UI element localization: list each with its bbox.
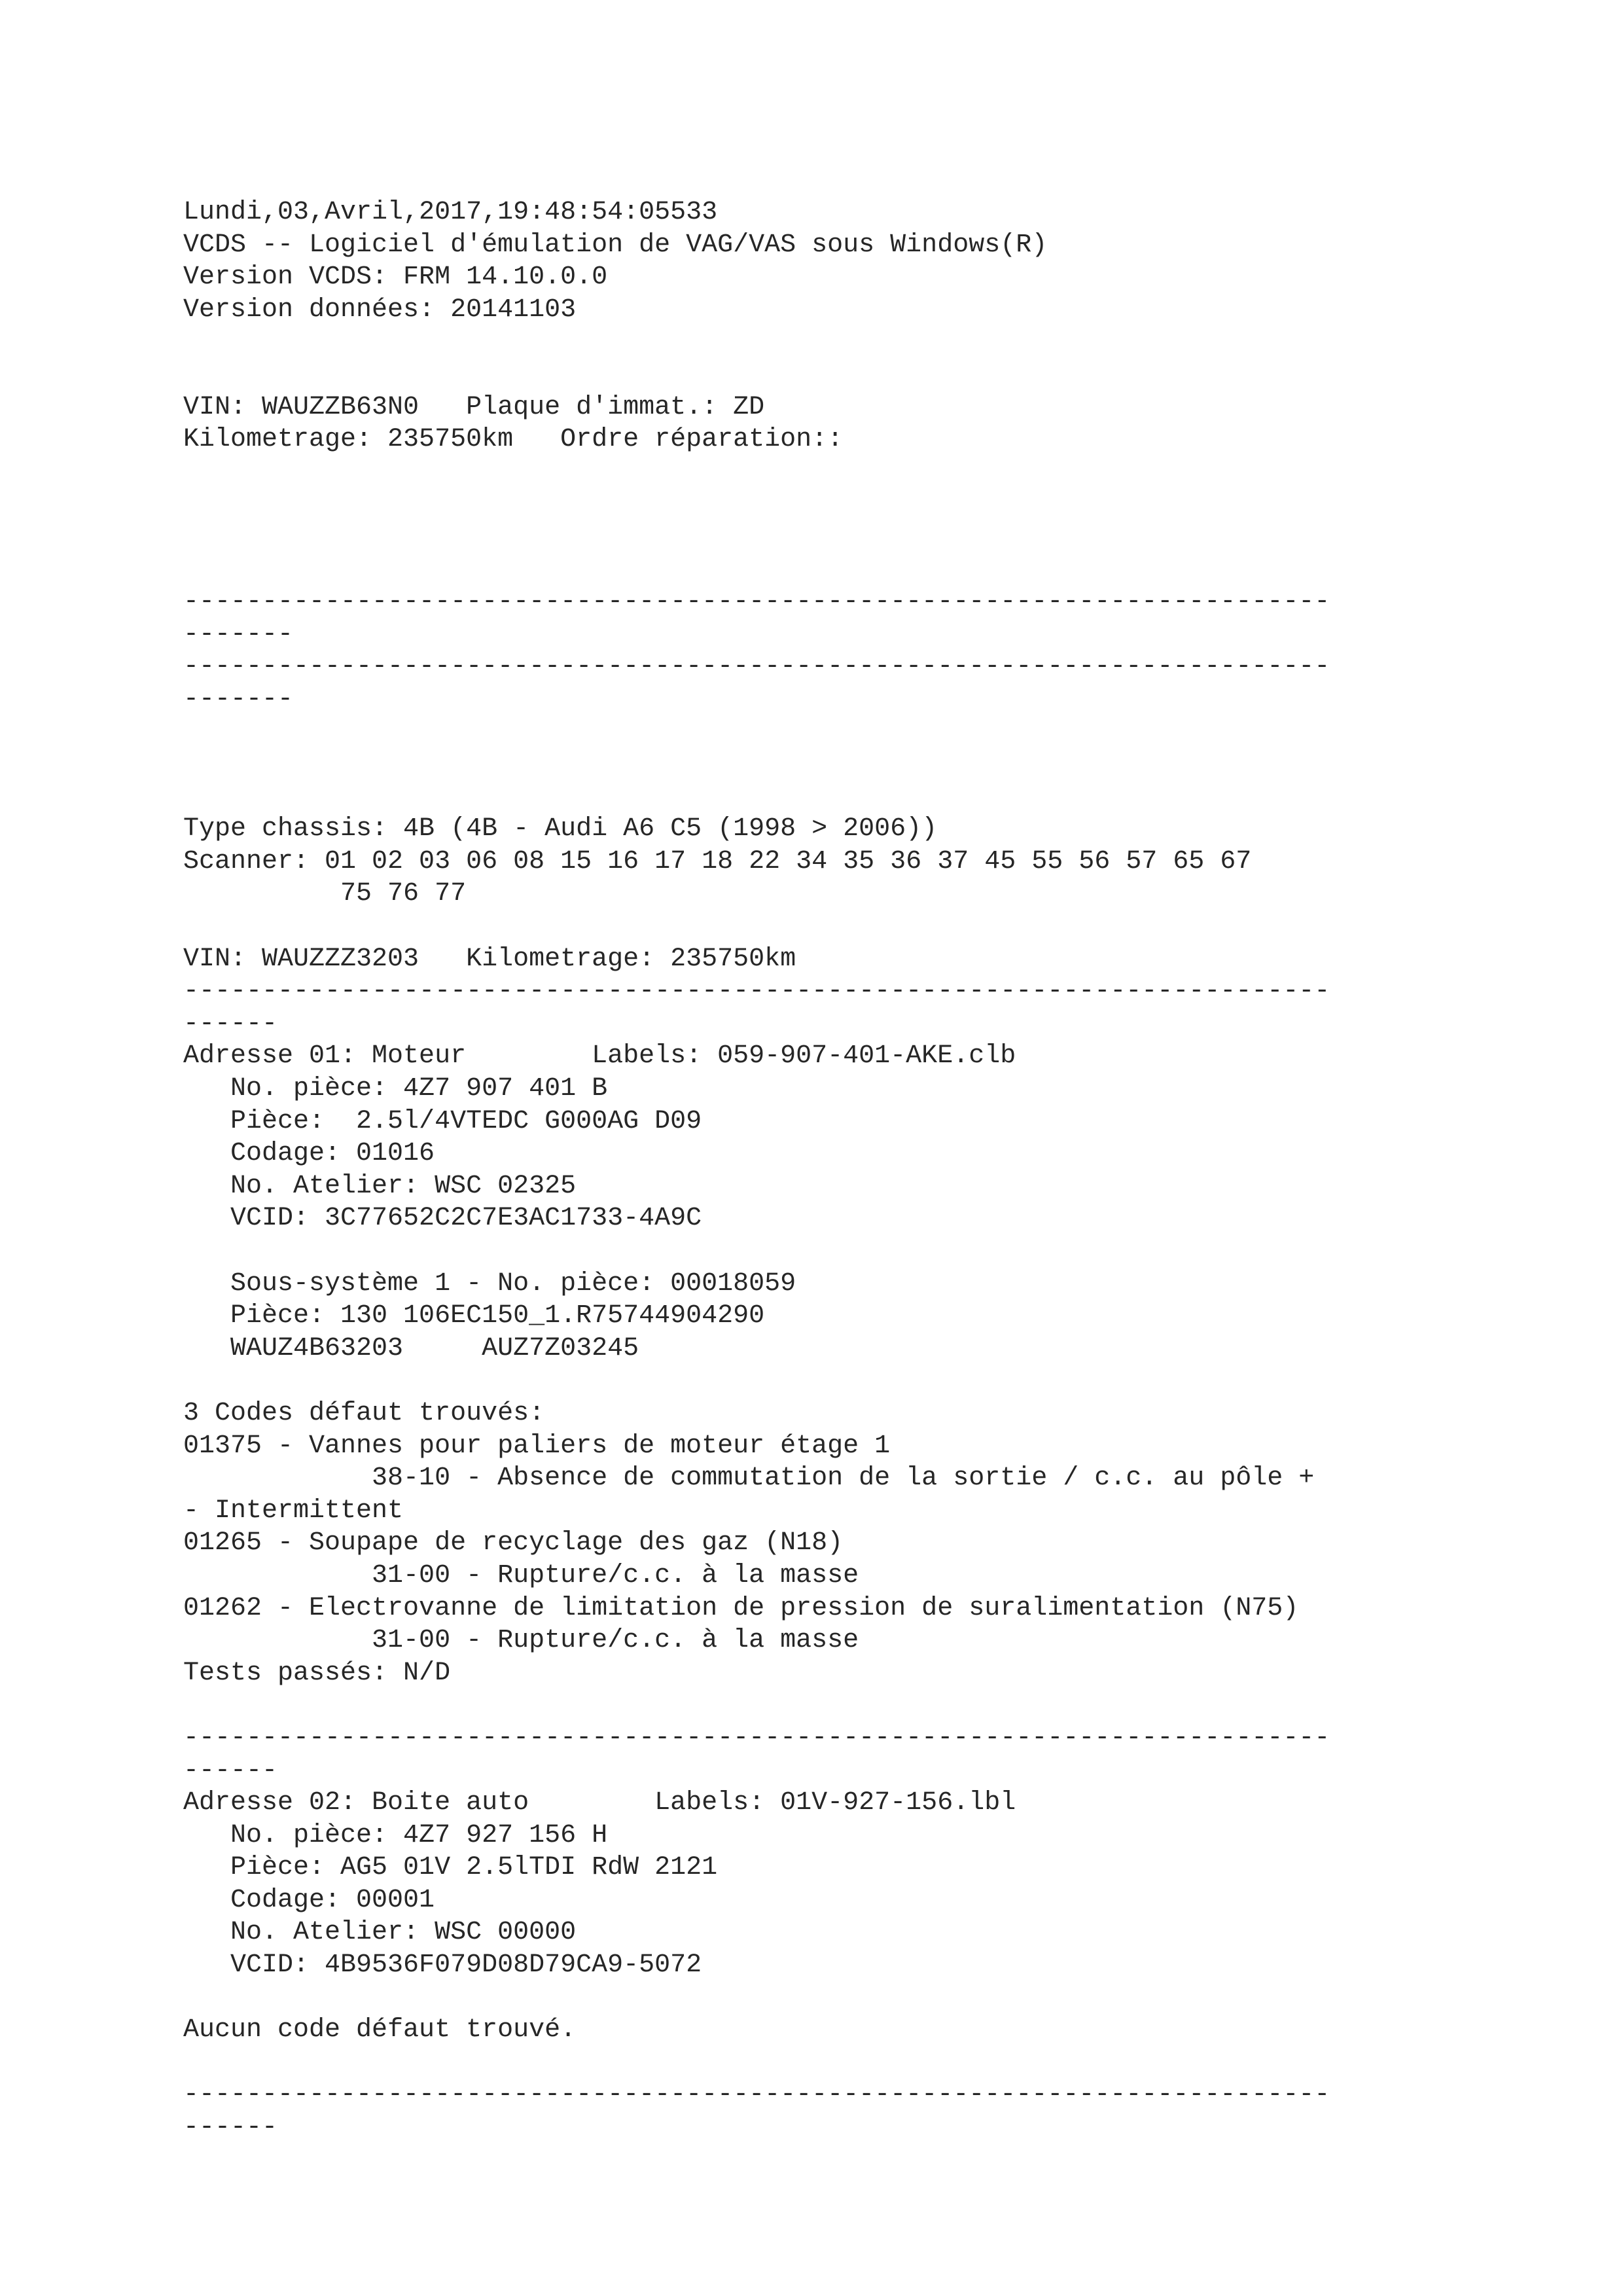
report-line: VCID: 3C77652C2C7E3AC1733-4A9C [183, 1204, 702, 1234]
report-line [183, 326, 1492, 359]
report-line [183, 521, 1492, 554]
report-line: No. pièce: 4Z7 907 401 B [183, 1074, 608, 1104]
report-line [183, 748, 1492, 781]
report-line: ------ [183, 1755, 278, 1785]
report-line: Aucun code défaut trouvé. [183, 2015, 577, 2045]
report-line: VCID: 4B9536F079D08D79CA9-5072 [183, 1950, 702, 1981]
report-line: No. Atelier: WSC 02325 [183, 1171, 577, 1201]
report-line: 31-00 - Rupture/c.c. à la masse [183, 1560, 859, 1590]
report-line: VCDS -- Logiciel d'émulation de VAG/VAS sous Windows(R) [183, 230, 1048, 260]
report-line: Pièce: 130 106EC150_1.R75744904290 [183, 1301, 765, 1331]
report-line: Sous-système 1 - No. pièce: 00018059 [183, 1268, 796, 1299]
report-line [183, 2047, 1492, 2079]
report-line [183, 716, 1492, 749]
report-line: Codage: 00001 [183, 1885, 435, 1915]
report-line: ------------------------------------------------------------------------- [183, 2080, 1330, 2110]
report-line: 3 Codes défaut trouvés: [183, 1398, 545, 1428]
report-line: ------ [183, 1009, 278, 1039]
report-line: 01375 - Vannes pour paliers de moteur étage 1 [183, 1431, 891, 1461]
report-line: Adresse 01: Moteur Labels: 059-907-401-AKE.clb [183, 1041, 1016, 1071]
report-line [183, 554, 1492, 586]
vcds-report-text [183, 196, 1492, 2144]
report-line: Pièce: AG5 01V 2.5lTDI RdW 2121 [183, 1853, 718, 1883]
report-line: 01262 - Electrovanne de limitation de pression de suralimentation (N75) [183, 1593, 1299, 1623]
report-line: Version données: 20141103 [183, 295, 577, 325]
report-line: ------ [183, 2113, 278, 2143]
report-line [183, 1689, 1492, 1722]
report-line: 38-10 - Absence de commutation de la sortie / c.c. au pôle + [183, 1463, 1315, 1494]
report-line: Adresse 02: Boite auto Labels: 01V-927-156.lbl [183, 1788, 1016, 1818]
report-line: Version VCDS: FRM 14.10.0.0 [183, 262, 608, 293]
report-line [183, 910, 1492, 943]
report-line: WAUZ4B63203 AUZ7Z03245 [183, 1333, 639, 1363]
report-line: Kilometrage: 235750km Ordre réparation:: [183, 425, 844, 455]
report-line [183, 488, 1492, 521]
report-line: ------------------------------------------------------------------------- [183, 977, 1330, 1007]
report-line: ------- [183, 684, 294, 714]
report-line: ------------------------------------------------------------------------- [183, 1723, 1330, 1753]
report-line [183, 1982, 1492, 2015]
report-line: 31-00 - Rupture/c.c. à la masse [183, 1626, 859, 1656]
report-line: Pièce: 2.5l/4VTEDC G000AG D09 [183, 1106, 702, 1136]
report-line: ------------------------------------------------------------------------- [183, 587, 1330, 617]
report-line: Lundi,03,Avril,2017,19:48:54:05533 [183, 198, 718, 227]
report-line: ------- [183, 619, 294, 649]
report-line: - Intermittent [183, 1496, 404, 1526]
report-line: Tests passés: N/D [183, 1658, 451, 1688]
report-line [183, 1365, 1492, 1397]
report-line: VIN: WAUZZZ3203 Kilometrage: 235750km [183, 944, 796, 974]
report-line [183, 456, 1492, 489]
report-line: No. Atelier: WSC 00000 [183, 1918, 577, 1948]
report-line: 01265 - Soupape de recyclage des gaz (N18) [183, 1528, 844, 1558]
report-line [183, 359, 1492, 391]
report-line: 75 76 77 [183, 879, 467, 909]
report-line: Codage: 01016 [183, 1139, 435, 1169]
report-line [183, 781, 1492, 814]
report-line [183, 1235, 1492, 1268]
report-line: Type chassis: 4B (4B - Audi A6 C5 (1998 > 2006)) [183, 814, 938, 844]
report-line: VIN: WAUZZB63N0 Plaque d'immat.: ZD [183, 392, 765, 422]
report-line: No. pièce: 4Z7 927 156 H [183, 1820, 608, 1850]
report-line: Scanner: 01 02 03 06 08 15 16 17 18 22 34 35 36 37 45 55 56 57 65 67 [183, 846, 1252, 876]
report-line: ------------------------------------------------------------------------- [183, 652, 1330, 682]
